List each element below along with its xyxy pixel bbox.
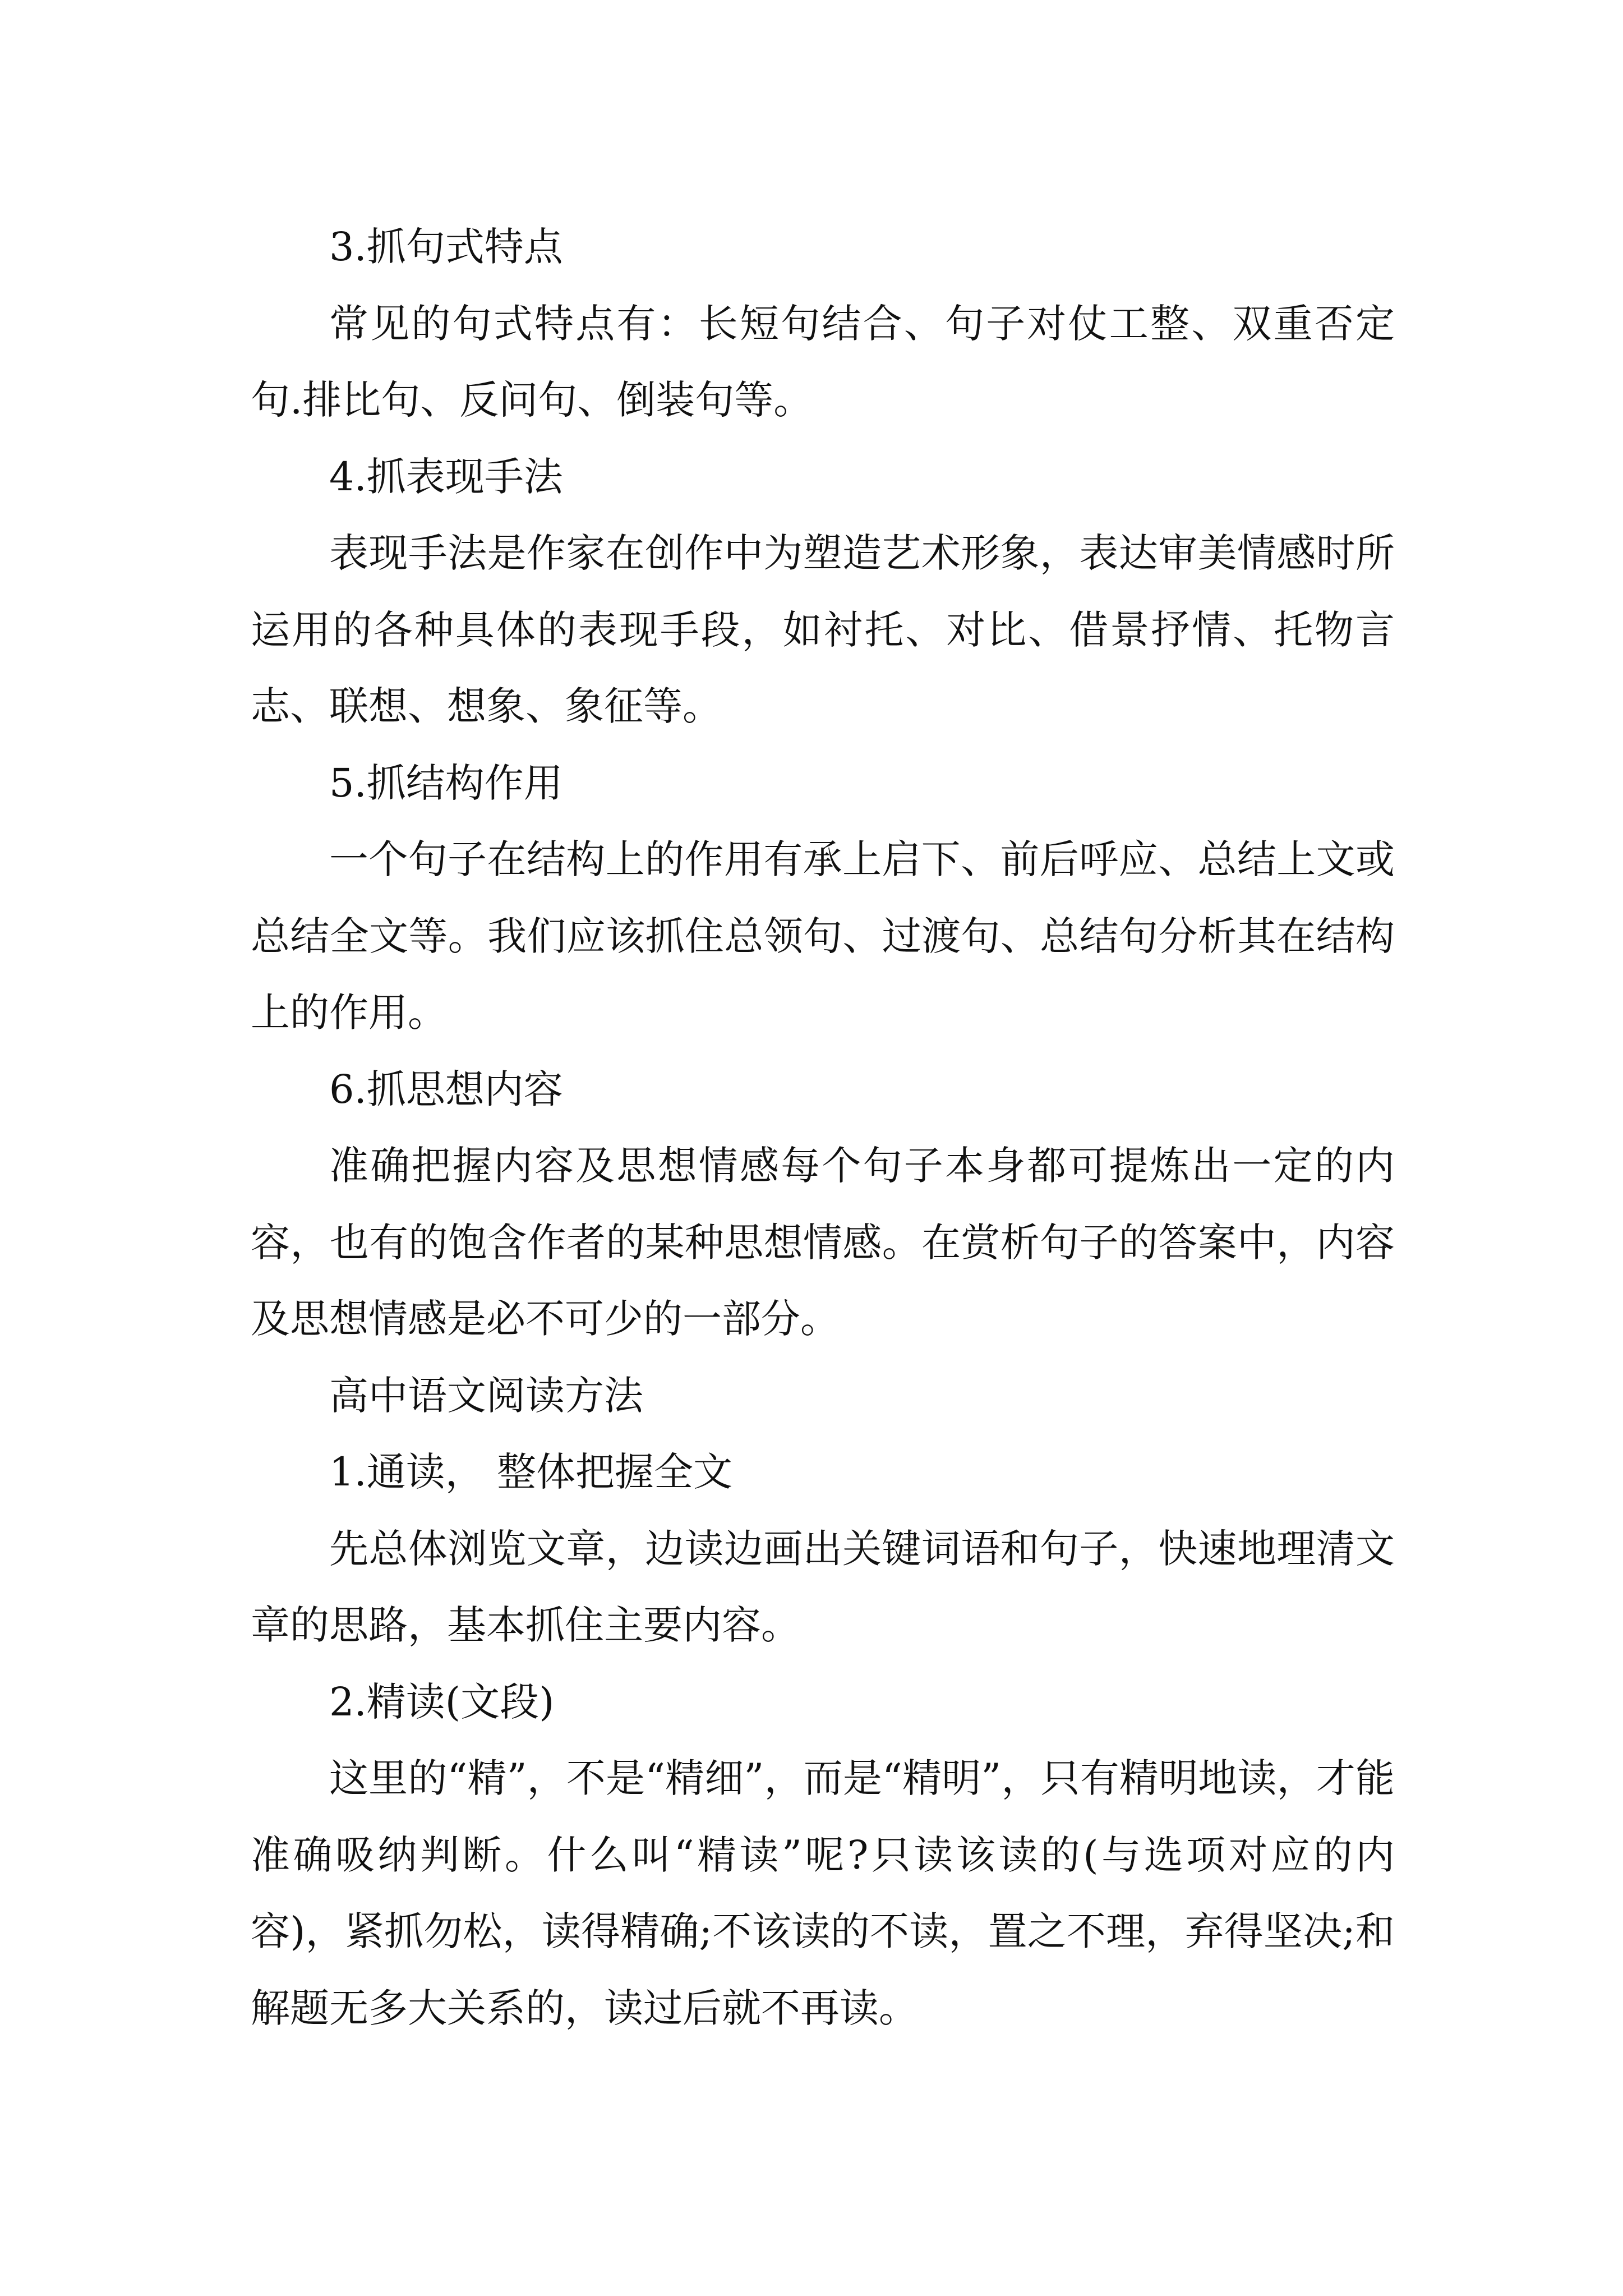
document-body [251,209,1395,2046]
section-heading-skim: 1.通读， 整体把握全文 [329,1449,733,1495]
section-heading-intensive: 2.精读(文段) [329,1678,555,1725]
section-heading-expression-technique: 4.抓表现手法 [329,453,563,500]
paragraph-ideas: 准确把握内容及思想情感每个句子本身都可提炼出一定的内容，也有的饱含作者的某种思想情感。在赏析句子的答案中，内容及思想情感是必不可少的一部分。 [251,1143,1395,1342]
paragraph-structure: 一个句子在结构上的作用有承上启下、前后呼应、总结上文或总结全文等。我们应该抓住总领句、过渡句、总结句分析其在结构上的作用。 [251,836,1395,1036]
paragraph-intensive: 这里的“精”，不是“精细”，而是“精明”，只有精明地读，才能准确吸纳判断。什么叫“精读”呢?只读该读的(与选项对应的内容)，紧抓勿松，读得精确;不该读的不读，置之不理，弃得坚决;和解题无多大关系的，读过后就不再读。 [251,1755,1395,2031]
section-heading-structure: 5.抓结构作用 [329,760,563,806]
paragraph-expression-technique: 表现手法是作家在创作中为塑造艺术形象，表达审美情感时所运用的各种具体的表现手段，如衬托、对比、借景抒情、托物言志、联想、想象、象征等。 [251,530,1395,729]
section-title-reading-methods: 高中语文阅读方法 [329,1372,643,1419]
section-heading-ideas: 6.抓思想内容 [329,1066,563,1112]
section-heading-sentence-pattern: 3.抓句式特点 [329,224,563,270]
paragraph-skim: 先总体浏览文章，边读边画出关键词语和句子，快速地理清文章的思路，基本抓住主要内容。 [251,1525,1395,1648]
paragraph-sentence-pattern: 常见的句式特点有：长短句结合、句子对仗工整、双重否定句.排比句、反问句、倒装句等。 [251,300,1395,423]
